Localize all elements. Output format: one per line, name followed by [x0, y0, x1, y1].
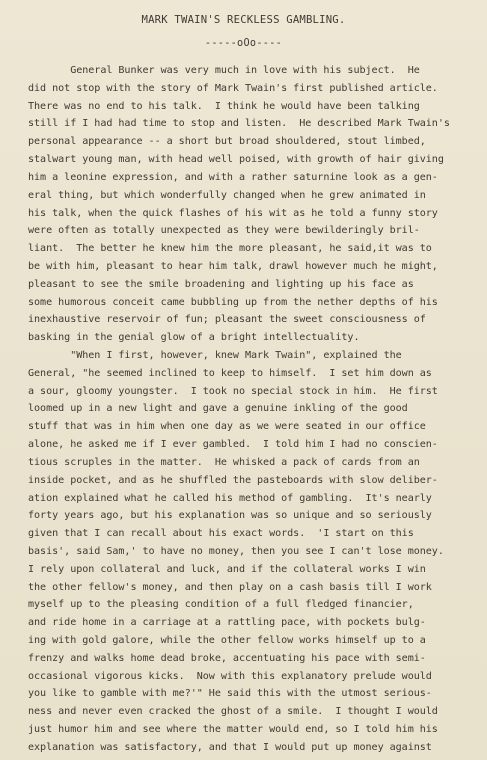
text-line: ing with gold galore, while the other fellow works himself up to a: [28, 635, 426, 646]
text-line: still if I had had time to stop and listen. He described Mark Twain's: [28, 118, 450, 130]
text-line: ation explained what he called his method of gambling. It's nearly: [28, 492, 432, 504]
text-line: the other fellow's money, and then play on a cash basis till I work: [28, 581, 432, 593]
text-line: were often as totally unexpected as they were bewilderingly bril-: [28, 225, 420, 237]
title-separator: -----oOo----: [204, 38, 283, 49]
text-line: basking in the genial glow of a bright intellectuality.: [28, 332, 360, 344]
text-line: given that I can recall about his exact words. 'I start on this: [28, 528, 414, 540]
text-line: inexhaustive reservoir of fun; pleasant the sweet consciousness of: [28, 314, 426, 326]
text-line: stuff that was in him when one day as we were seated in our office: [28, 421, 426, 433]
text-line: "When I first, however, knew Mark Twain", explained the: [28, 350, 402, 361]
text-line: you like to gamble with me?'" He said this with the utmost serious-: [28, 688, 432, 700]
text-line: frenzy and walks home dead broke, accentuating his pace with semi-: [28, 652, 426, 664]
document-body: [28, 62, 487, 757]
text-line: I rely upon collateral and luck, and if the collateral works I win: [28, 563, 426, 575]
text-line: ness and never even cracked the ghost of a smile. I thought I would: [28, 706, 438, 718]
text-line: explanation was satisfactory, and that I would put up money against: [28, 741, 432, 753]
text-line: General, "he seemed inclined to keep to himself. I set him down as: [28, 367, 432, 379]
text-line: did not stop with the story of Mark Twain's first published article.: [28, 82, 438, 94]
text-line: eral thing, but which wonderfully changed when he grew animated in: [28, 189, 426, 201]
text-line: liant. The better he knew him the more pleasant, he said,it was to: [28, 243, 432, 255]
text-line: basis', said Sam,' to have no money, then you see I can't lose money.: [28, 545, 444, 557]
text-line: his talk, when the quick flashes of his wit as he told a funny story: [28, 207, 438, 219]
text-line: him a leonine expression, and with a rather saturnine look as a gen-: [28, 171, 438, 183]
text-line: some humorous conceit came bubbling up from the nether depths of his: [28, 296, 438, 308]
text-line: stalwart young man, with head well poised, with growth of hair giving: [28, 154, 444, 166]
text-line: a sour, gloomy youngster. I took no special stock in him. He first: [28, 385, 438, 397]
text-line: General Bunker was very much in love with his subject. He: [28, 65, 420, 76]
text-line: be with him, pleasant to hear him talk, drawl however much he might,: [28, 260, 438, 272]
document-title: MARK TWAIN'S RECKLESS GAMBLING.: [141, 14, 346, 26]
text-line: inside pocket, and as he shuffled the pasteboards with slow deliber-: [28, 474, 438, 486]
text-line: pleasant to see the smile broadening and lighting up his face as: [28, 278, 414, 290]
text-line: loomed up in a new light and gave a genuine inkling of the good: [28, 403, 408, 415]
text-line: myself up to the pleasing condition of a full fledged financier,: [28, 599, 414, 611]
text-line: personal appearance -- a short but broad shouldered, stout limbed,: [28, 136, 426, 148]
text-line: occasional vigorous kicks. Now with this explanatory prelude would: [28, 670, 432, 682]
text-line: forty years ago, but his explanation was so unique and so seriously: [28, 510, 432, 522]
text-line: and ride home in a carriage at a rattling pace, with pockets bulg-: [28, 617, 426, 629]
text-line: just humor him and see where the matter would end, so I told him his: [28, 724, 438, 736]
text-line: alone, he asked me if I ever gambled. I told him I had no conscien-: [28, 439, 438, 451]
text-line: tious scruples in the matter. He whisked a pack of cards from an: [28, 456, 420, 468]
text-line: There was no end to his talk. I think he would have been talking: [28, 100, 420, 112]
